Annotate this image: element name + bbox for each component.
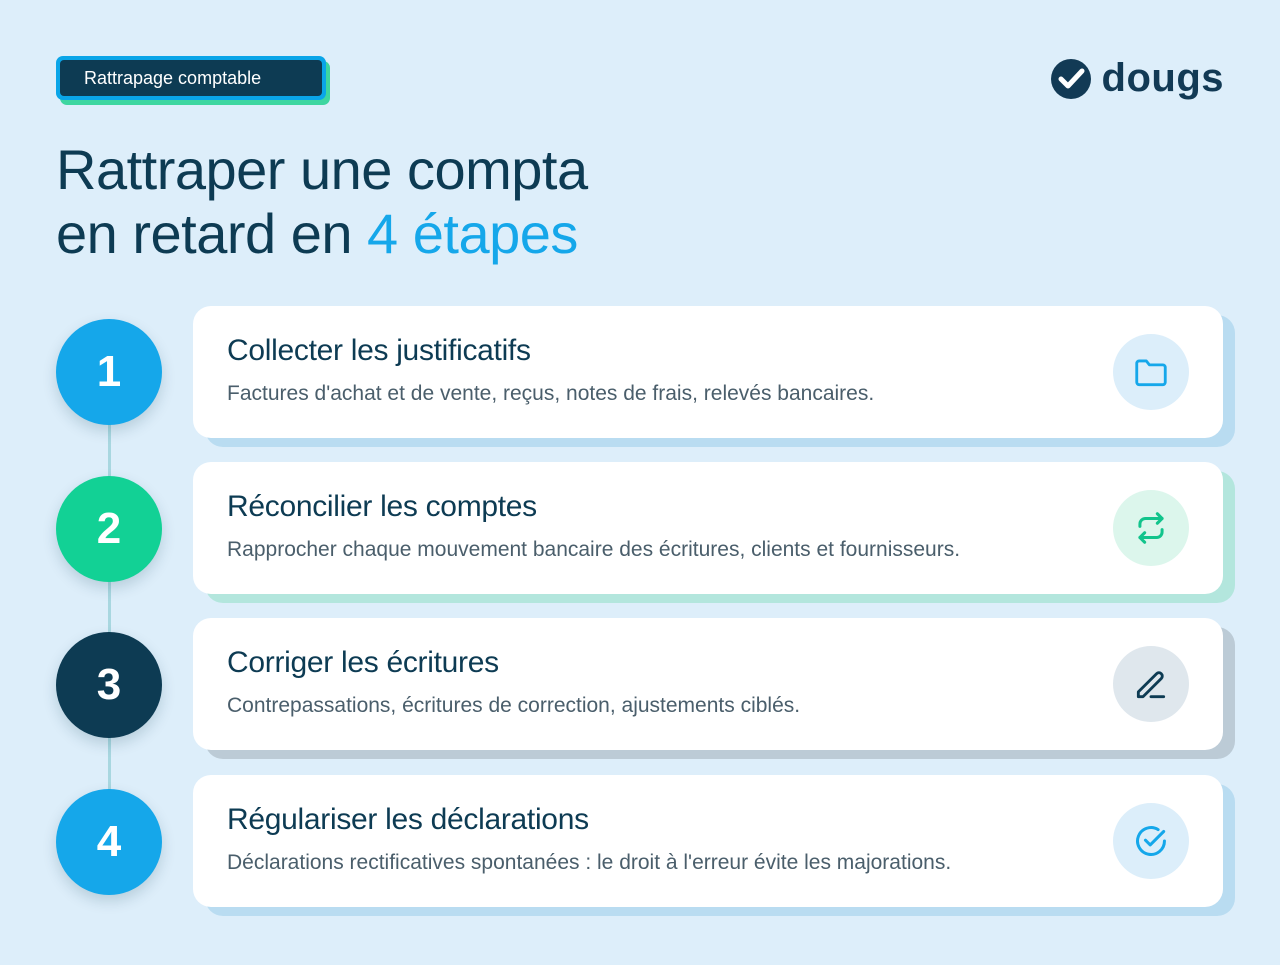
step-title: Régulariser les déclarations <box>227 803 589 836</box>
logo-text: dougs <box>1101 56 1224 100</box>
step-title: Corriger les écritures <box>227 646 499 679</box>
timeline-connector <box>108 370 111 845</box>
step-description: Factures d'achat et de vente, reçus, notes de frais, relevés bancaires. <box>227 382 875 405</box>
step-title: Réconcilier les comptes <box>227 490 537 523</box>
step-title: Collecter les justificatifs <box>227 334 531 367</box>
check-circle-icon <box>1132 822 1170 860</box>
step-description: Rapprocher chaque mouvement bancaire des écritures, clients et fournisseurs. <box>227 538 961 561</box>
page-title <box>56 138 856 266</box>
pen-icon <box>1132 665 1170 703</box>
step-card-1 <box>193 306 1223 438</box>
step-number-1: 1 <box>56 319 162 425</box>
check-circle-icon <box>1050 58 1092 100</box>
step-icon-container <box>1113 803 1189 879</box>
title-line-2-prefix: en retard en <box>56 202 368 265</box>
step-number-4: 4 <box>56 789 162 895</box>
step-description: Déclarations rectificatives spontanées : le droit à l'erreur évite les majorations. <box>227 851 952 874</box>
step-card-3 <box>193 618 1223 750</box>
dougs-logo <box>1050 56 1224 101</box>
title-line-1: Rattraper une compta <box>56 138 588 201</box>
step-number-2: 2 <box>56 476 162 582</box>
folder-icon <box>1132 353 1170 391</box>
step-card-4 <box>193 775 1223 907</box>
step-icon-container <box>1113 490 1189 566</box>
step-number-3: 3 <box>56 632 162 738</box>
badge-label: Rattrapage comptable <box>60 60 322 96</box>
step-icon-container <box>1113 334 1189 410</box>
step-card-2 <box>193 462 1223 594</box>
title-accent: 4 étapes <box>367 202 578 265</box>
repeat-arrows-icon <box>1132 509 1170 547</box>
title-line-2 <box>56 202 856 266</box>
step-description: Contrepassations, écritures de correction, ajustements ciblés. <box>227 694 801 717</box>
step-icon-container <box>1113 646 1189 722</box>
